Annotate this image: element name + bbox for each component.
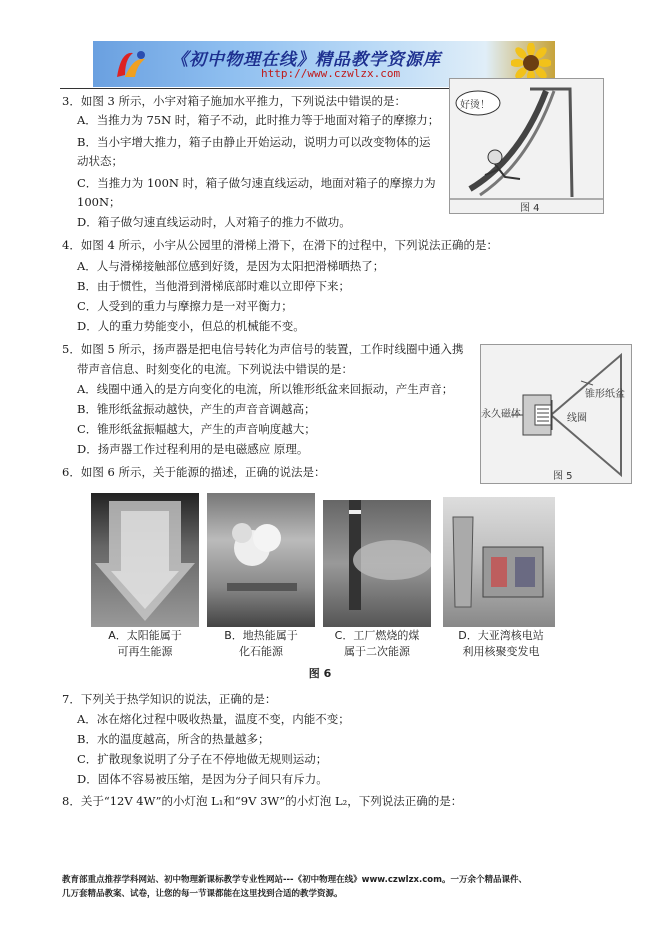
q7-option-b: B．水的温度越高，所含的热量越多； (77, 732, 270, 746)
figure-4 (449, 78, 604, 214)
banner-title: 《初中物理在线》精品教学资源库 (171, 50, 441, 70)
q5-option-a: A．线圈中通入的是方向变化的电流，所以锥形纸盆来回振动，产生声音； (77, 382, 454, 396)
banner-url[interactable]: http://www.czwlzx.com (261, 67, 401, 80)
q7-option-d: D．固体不容易被压缩，是因为分子间只有斥力。 (77, 772, 328, 786)
footer-line-2: 几万套精品教案、试卷，让您的每一节课都能在这里找到合适的教学资源。 (62, 889, 343, 899)
q3-stem: 3．如图 3 所示，小宇对箱子施加水平推力，下列说法中错误的是： (62, 94, 406, 108)
q3-option-b: B．当小宇增大推力，箱子由静止开始运动，说明力可以改变物体的运 (77, 135, 431, 149)
q7-stem: 7．下列关于热学知识的说法，正确的是： (62, 692, 277, 706)
photo-coal-factory (323, 500, 431, 627)
page-footer (62, 873, 622, 901)
q7-option-a: A．冰在熔化过程中吸收热量，温度不变，内能不变； (77, 712, 350, 726)
reactor-icon (443, 497, 555, 627)
figure-6-caption: 图 6 (308, 667, 332, 680)
chimney-icon (323, 500, 431, 627)
label-magnet: 永久磁体 (481, 409, 521, 420)
footer-line-1: 教育部重点推荐学科网站、初中物理新课标教学专业性网站---《初中物理在线》www.czwlzx.com。一万余个精品课件、 (62, 875, 527, 885)
photo-caption-c: C．工厂燃烧的煤 属于二次能源 (334, 629, 420, 658)
q5-option-b: B．锥形纸盆振动越快，产生的声音音调越高； (77, 402, 316, 416)
q5-stem: 5．如图 5 所示，扬声器是把电信号转化为声信号的装置，工作时线圈中通入携 (62, 342, 464, 356)
q5-option-d: D．扬声器工作过程利用的是电磁感应 原理。 (77, 442, 309, 456)
label-cone: 锥形纸盆 (585, 389, 625, 400)
q3-option-c-cont: 100N； (77, 195, 121, 209)
solar-arrow-icon (91, 493, 199, 627)
q4-option-c: C．人受到的重力与摩擦力是一对平衡力； (77, 299, 293, 313)
photo-solar (91, 493, 199, 627)
figure-5-caption: 图 5 (553, 471, 573, 482)
q8-stem: 8．关于“12V 4W”的小灯泡 L₁和“9V 3W”的小灯泡 L₂，下列说法正确的是： (62, 794, 463, 808)
q5-stem-cont: 带声音信息、时刻变化的电流。下列说法中错误的是： (77, 362, 353, 376)
q4-option-d: D．人的重力势能变小，但总的机械能不变。 (77, 319, 305, 333)
photo-caption-a: A．太阳能属于 可再生能源 (108, 629, 182, 658)
q6-stem: 6．如图 6 所示，关于能源的描述，正确的说法是： (62, 465, 326, 479)
figure-4-caption: 图 4 (520, 203, 540, 214)
q4-option-a: A．人与滑梯接触部位感到好烫，是因为太阳把滑梯晒热了； (77, 259, 385, 273)
photo-nuclear-plant (443, 497, 555, 627)
figure-5 (480, 344, 632, 484)
site-logo-icon (111, 47, 151, 81)
q3-option-a: A．当推力为 75N 时，箱子不动，此时推力等于地面对箱子的摩擦力； (77, 113, 440, 127)
photo-caption-b: B．地热能属于 化石能源 (224, 629, 298, 658)
q3-option-b-cont: 动状态； (77, 154, 123, 168)
q4-option-b: B．由于惯性，当他滑到滑梯底部时难以立即停下来； (77, 279, 350, 293)
q3-option-c: C．当推力为 100N 时，箱子做匀速直线运动，地面对箱子的摩擦力为 (77, 176, 436, 190)
q7-option-c: C．扩散现象说明了分子在不停地做无规则运动； (77, 752, 328, 766)
photo-caption-d: D．大亚湾核电站 利用核聚变发电 (458, 629, 544, 658)
q5-option-c: C．锥形纸盆振幅越大，产生的声音响度越大； (77, 422, 316, 436)
steam-icon (207, 493, 315, 627)
sunflower-icon (511, 43, 551, 83)
speech-bubble-text: 好烫！ (460, 100, 490, 111)
label-coil: 线圈 (567, 413, 587, 424)
photo-geothermal (207, 493, 315, 627)
q4-stem: 4．如图 4 所示，小宇从公园里的滑梯上滑下，在滑下的过程中，下列说法正确的是： (62, 238, 498, 252)
q3-option-d: D．箱子做匀速直线运动时，人对箱子的推力不做功。 (77, 215, 351, 229)
